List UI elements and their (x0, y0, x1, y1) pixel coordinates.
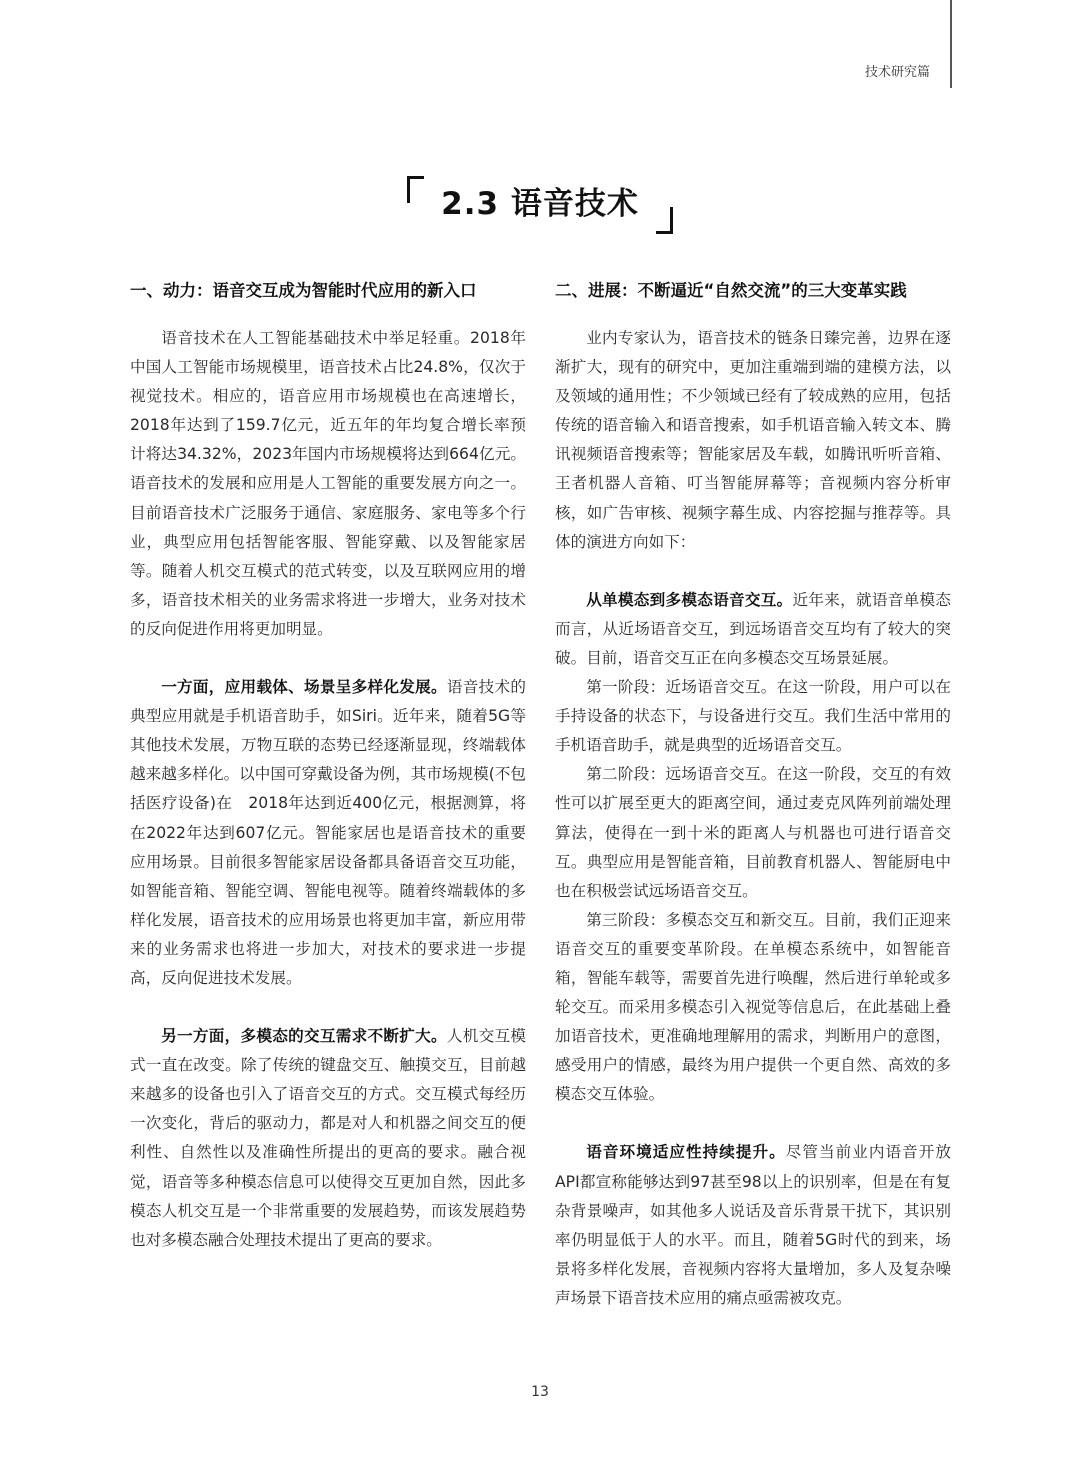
right-paragraph-3: 第一阶段：近场语音交互。在这一阶段，用户可以在手持设备的状态下，与设备进行交互。我们生活中常用的手机语音助手，就是典型的近场语音交互。 (555, 678, 951, 755)
left-paragraph-2-body: 语音技术的典型应用就是手机语音助手，如Siri。近年来，随着5G等其他技术发展，万物互联的态势已经逐渐显现，终端载体越来越多样化。以中国可穿戴设备为例，其市场规模(不包括医疗设备)在 2018年达到近400亿元，根据测算，将在2022年达到607亿元。智能家居也是语音技术的重要应用场景。目前很多智能家居设备都具备语音交互功能，如智能音箱、智能空调、智能电视等。随着终端载体的多样化发展，语音技术的应用场景也将更加丰富，新应用带来的业务需求也将进一步加大，对技术的要求进一步提高，反向促进技术发展。 (130, 678, 526, 987)
left-heading: 一、动力：语音交互成为智能时代应用的新入口 (130, 281, 477, 300)
left-paragraph-2 (130, 673, 526, 993)
left-paragraph-3-lead: 另一方面，多模态的交互需求不断扩大。 (161, 1027, 447, 1046)
right-paragraph-4: 第二阶段：远场语音交互。在这一阶段，交互的有效性可以扩展至更大的距离空间，通过麦克风阵列前端处理算法，使得在一到十米的距离人与机器也可进行语音交互。典型应用是智能音箱，目前教育机器人、智能厨电中也在积极尝试远场语音交互。 (555, 765, 951, 900)
right-paragraph-1: 业内专家认为，语音技术的链条日臻完善，边界在逐渐扩大，现有的研究中，更加注重端到端的建模方法，以及领域的通用性；不少领域已经有了较成熟的应用，包括传统的语音输入和语音搜索，如手机语音输入转文本、腾讯视频语音搜索等；智能家居及车载，如腾讯听听音箱、王者机器人音箱、叮当智能屏幕等；音视频内容分析审核，如广告审核、视频字幕生成、内容挖掘与推荐等。具体的演进方向如下： (555, 329, 951, 551)
right-paragraph-2-body: 近年来，就语音单模态而言，从近场语音交互，到远场语音交互均有了较大的突破。目前，语音交互正在向多模态交互场景延展。 (555, 590, 951, 667)
right-heading: 二、进展：不断逼近“自然交流”的三大变革实践 (555, 281, 907, 300)
right-column (555, 276, 951, 1313)
page-number: 13 (531, 1384, 549, 1400)
page-title: 2.3 语音技术 (441, 186, 639, 222)
left-paragraph-3 (130, 1022, 526, 1255)
left-paragraph-1: 语音技术在人工智能基础技术中举足轻重。2018年中国人工智能市场规模里，语音技术占比24.8%，仅次于视觉技术。相应的，语音应用市场规模也在高速增长，2018年达到了159.7亿元，近五年的年均复合增长率预计将达34.32%，2023年国内市场规模将达到664亿元。语音技术的发展和应用是人工智能的重要发展方向之一。目前语音技术广泛服务于通信、家庭服务、家电等多个行业，典型应用包括智能客服、智能穿戴、以及智能家居等。随着人机交互模式的范式转变，以及互联网应用的增多，语音技术相关的业务需求将进一步增大，业务对技术的反向促进作用将更加明显。 (130, 329, 526, 638)
section-label: 技术研究篇 (864, 65, 930, 80)
header-divider (950, 0, 952, 88)
right-paragraph-2-lead: 从单模态到多模态语音交互。 (586, 590, 793, 609)
right-paragraph-6 (555, 1138, 951, 1313)
right-paragraph-5: 第三阶段：多模态交互和新交互。目前，我们正迎来语音交互的重要变革阶段。在单模态系统中，如智能音箱，智能车载等，需要首先进行唤醒，然后进行单轮或多轮交互。而采用多模态引入视觉等信息后，在此基础上叠加语音技术，更准确地理解用的需求，判断用户的意图，感受用户的情感，最终为用户提供一个更自然、高效的多模态交互体验。 (555, 910, 951, 1104)
right-paragraph-6-body: 尽管当前业内语音开放API都宣称能够达到97甚至98以上的识别率，但是在有复杂背景噪声，如其他多人说话及音乐背景干扰下，其识别率仍明显低于人的水平。而且，随着5G时代的到来，场景将多样化发展，音视频内容将大量增加，多人及复杂噪声场景下语音技术应用的痛点亟需被攻克。 (555, 1143, 951, 1307)
left-paragraph-2-lead: 一方面，应用载体、场景呈多样化发展。 (161, 678, 447, 697)
right-paragraph-2 (555, 586, 951, 673)
title-bracket-close (656, 207, 673, 234)
right-paragraph-6-lead: 语音环境适应性持续提升。 (586, 1143, 786, 1162)
left-paragraph-3-body: 人机交互模式一直在改变。除了传统的键盘交互、触摸交互，目前越来越多的设备也引入了语音交互的方式。交互模式每经历一次变化，背后的驱动力，都是对人和机器之间交互的便利性、自然性以及准确性所提出的更高的要求。融合视觉，语音等多种模态信息可以使得交互更加自然，因此多模态人机交互是一个非常重要的发展趋势，而该发展趋势也对多模态融合处理技术提出了更高的要求。 (130, 1027, 526, 1249)
left-column (130, 276, 526, 1255)
